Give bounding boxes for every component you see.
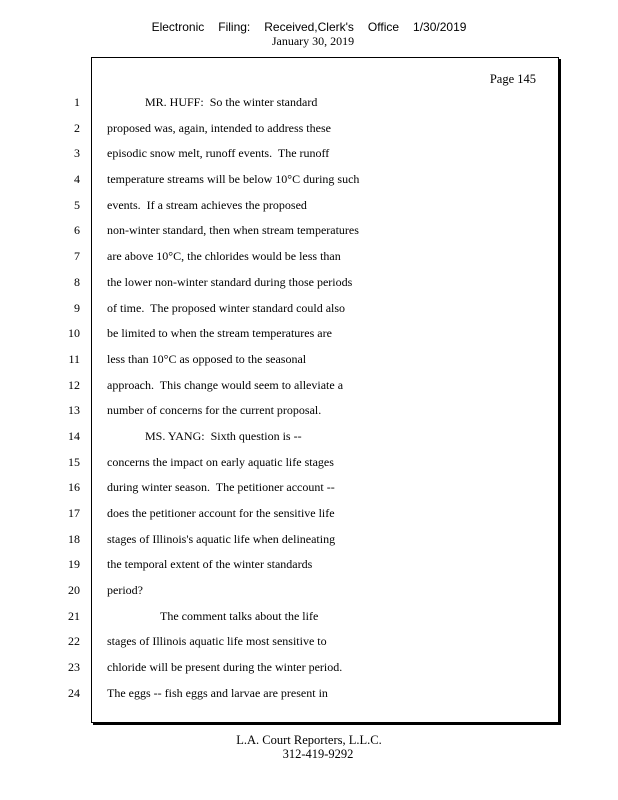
line-number: 15 bbox=[68, 454, 80, 469]
filing-word-electronic: Electronic bbox=[151, 20, 205, 34]
transcript-line: period? bbox=[107, 583, 143, 598]
line-numbers-column bbox=[64, 95, 80, 712]
line-number: 3 bbox=[74, 146, 80, 161]
transcript-line: temperature streams will be below 10°C during such bbox=[107, 172, 360, 187]
filing-stamp-line bbox=[0, 20, 618, 34]
line-number: 23 bbox=[68, 660, 80, 675]
line-number: 5 bbox=[74, 197, 80, 212]
page-number: Page 145 bbox=[489, 72, 536, 86]
line-number: 20 bbox=[68, 583, 80, 598]
transcript-line: approach. This change would seem to alleviate a bbox=[107, 377, 344, 392]
line-number: 12 bbox=[68, 377, 80, 392]
line-number: 22 bbox=[68, 634, 80, 649]
footer bbox=[0, 733, 618, 761]
transcript-line: The comment talks about the life bbox=[160, 608, 319, 623]
transcript-line: episodic snow melt, runoff events. The runoff bbox=[107, 146, 330, 161]
filing-word-filing: Filing: bbox=[218, 20, 251, 34]
transcript-line: does the petitioner account for the sensitive life bbox=[107, 506, 335, 520]
transcript-line: during winter season. The petitioner account -- bbox=[107, 480, 335, 495]
transcript-line: number of concerns for the current proposal. bbox=[107, 403, 322, 418]
line-number: 8 bbox=[74, 274, 80, 289]
transcript-line: stages of Illinois aquatic life most sensitive to bbox=[107, 634, 327, 649]
footer-phone: 312-419-9292 bbox=[282, 747, 354, 761]
line-number: 21 bbox=[68, 608, 80, 623]
line-number: 17 bbox=[68, 506, 80, 520]
line-number: 13 bbox=[68, 403, 80, 418]
transcript-line: are above 10°C, the chlorides would be less than bbox=[107, 249, 341, 264]
transcript-line: MR. HUFF: So the winter standard bbox=[145, 95, 318, 109]
transcript-line: concerns the impact on early aquatic life stages bbox=[107, 454, 334, 469]
footer-company: L.A. Court Reporters, L.L.C. bbox=[236, 733, 382, 747]
transcript-line: of time. The proposed winter standard could also bbox=[107, 300, 346, 315]
line-number: 11 bbox=[68, 351, 80, 366]
line-number: 19 bbox=[68, 557, 80, 572]
transcript-line: be limited to when the stream temperatures are bbox=[107, 326, 332, 341]
filing-word-office: Office bbox=[367, 20, 400, 34]
line-number: 14 bbox=[68, 428, 80, 443]
transcript-line: events. If a stream achieves the proposed bbox=[107, 197, 307, 212]
line-number: 4 bbox=[74, 172, 80, 187]
transcript-line: less than 10°C as opposed to the seasonal bbox=[107, 351, 307, 366]
filing-word-date: 1/30/2019 bbox=[413, 20, 467, 34]
transcript-line: MS. YANG: Sixth question is -- bbox=[145, 428, 302, 443]
line-number: 6 bbox=[74, 223, 80, 238]
transcript-line: non-winter standard, then when stream temperatures bbox=[107, 223, 359, 238]
line-number: 2 bbox=[74, 120, 80, 135]
line-number: 18 bbox=[68, 531, 80, 546]
transcript-line: the temporal extent of the winter standards bbox=[107, 557, 313, 572]
transcript-line: stages of Illinois's aquatic life when delineating bbox=[107, 531, 336, 546]
filing-stamp bbox=[0, 20, 618, 48]
line-number: 9 bbox=[74, 300, 80, 315]
line-number: 16 bbox=[68, 480, 80, 495]
transcript-line: the lower non-winter standard during those periods bbox=[107, 274, 353, 289]
transcript-text bbox=[107, 95, 547, 712]
transcript-line: chloride will be present during the winter period. bbox=[107, 660, 343, 675]
transcript-line: proposed was, again, intended to address these bbox=[107, 120, 331, 135]
line-number: 1 bbox=[74, 95, 80, 109]
line-number: 7 bbox=[74, 249, 80, 264]
filing-word-received: Received,Clerk's bbox=[264, 20, 354, 34]
line-number: 10 bbox=[68, 326, 80, 341]
filing-date: January 30, 2019 bbox=[271, 34, 355, 48]
transcript-line: The eggs -- fish eggs and larvae are present in bbox=[107, 685, 328, 700]
line-number: 24 bbox=[68, 685, 80, 700]
